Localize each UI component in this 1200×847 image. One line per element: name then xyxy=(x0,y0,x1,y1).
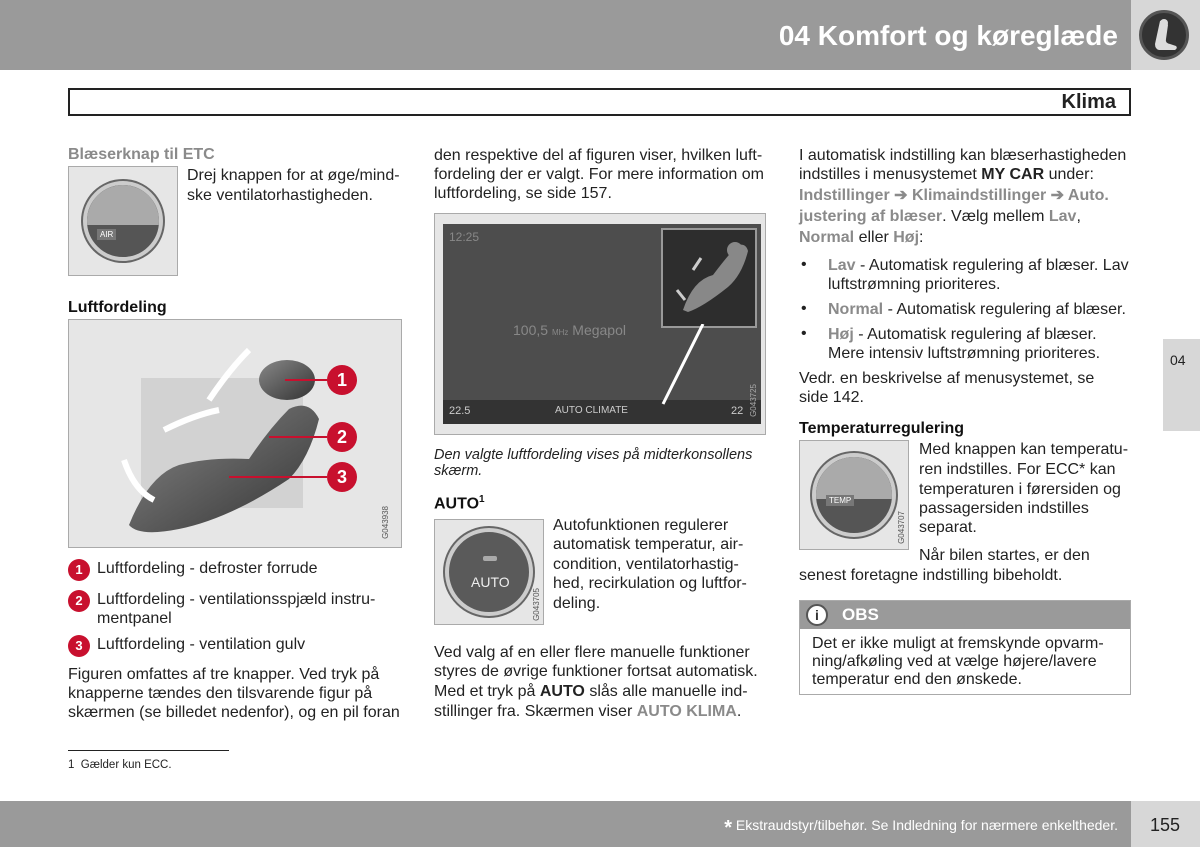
blaeser-text-2: ske ventilatorhastigheden. xyxy=(187,187,373,204)
screen-mode: AUTO CLIMATE xyxy=(555,405,628,416)
bullet-lav-cont: luftstrømning prioriteres. xyxy=(828,276,1001,293)
col3-para-4: justering af blæser. Vælg mellem Lav, xyxy=(799,208,1081,225)
temp-code: G043707 xyxy=(897,511,906,544)
auto-button-image xyxy=(434,519,544,625)
col3-para-5: Normal eller Høj: xyxy=(799,229,924,246)
start-text-2: senest foretagne indstilling bibeholdt. xyxy=(799,567,1063,584)
temp-heading: Temperaturregulering xyxy=(799,420,965,437)
figure-caption-2: skærm. xyxy=(434,463,483,479)
auto-text-5: deling. xyxy=(553,595,601,612)
blaeser-heading: Blæserknap til ETC xyxy=(68,146,215,163)
col2-para2-1: Ved valg af en eller flere manuelle funktioner xyxy=(434,644,750,661)
callout-2: 2 xyxy=(327,422,357,452)
obs-title: OBS xyxy=(842,605,879,624)
col2-para2-4: stillinger fra. Skærmen viser AUTO KLIMA. xyxy=(434,703,742,720)
list-item-2: Luftfordeling - ventilationsspjæld instru- xyxy=(97,591,376,608)
menu-path: Indstillinger ➔ Klimaindstillinger ➔ Auto. xyxy=(799,187,1109,204)
console-screen xyxy=(443,224,761,424)
seat-icon xyxy=(1139,10,1189,60)
auto-indicator-led xyxy=(483,556,497,561)
screen-temp-right: 22 xyxy=(731,405,744,417)
page-number: 155 xyxy=(1150,815,1181,835)
chapter-side-tab-label: 04 xyxy=(1170,352,1186,368)
list-marker-3: 3 xyxy=(68,635,90,657)
col1-para-1: Figuren omfattes af tre knapper. Ved tryk på xyxy=(68,666,380,683)
auto-text-2: automatisk temperatur, air- xyxy=(553,536,744,553)
temp-text-3: temperaturen i førersiden og xyxy=(919,481,1121,498)
auto-button xyxy=(445,528,533,616)
luftfordeling-heading: Luftfordeling xyxy=(68,299,167,316)
temp-knob-image xyxy=(799,440,909,550)
col1-para-3: skærmen (se billedet nedenfor), og en pil foran xyxy=(68,704,400,721)
temp-text-1: Med knappen kan temperatu- xyxy=(919,441,1129,458)
bullet-lav: Lav - Automatisk regulering af blæser. Lav xyxy=(828,257,1129,274)
col3-para-1: I automatisk indstilling kan blæserhastigheden xyxy=(799,147,1127,164)
section-title: Klima xyxy=(1061,91,1116,113)
air-knob-label: AIR xyxy=(97,229,116,240)
list-marker-2: 2 xyxy=(68,590,90,612)
auto-text-4: hed, recirkulation og luftfor- xyxy=(553,575,747,592)
screen-code: G043725 xyxy=(749,384,758,417)
bullet-hoj-cont: Mere intensiv luftstrømning prioriteres. xyxy=(828,345,1101,362)
list-item-1: Luftfordeling - defroster forrude xyxy=(97,560,318,577)
info-icon: i xyxy=(806,604,828,626)
start-text-1: Når bilen startes, er den xyxy=(919,547,1090,564)
figure-code: G043938 xyxy=(381,506,390,539)
air-knob xyxy=(83,181,163,261)
bullet-dot: • xyxy=(801,256,807,273)
col2-para2-3: Med et tryk på AUTO slås alle manuelle ind- xyxy=(434,683,748,700)
screen-time: 12:25 xyxy=(449,230,480,244)
bullet-dot: • xyxy=(801,300,807,317)
screen-radio: 100,5 MHz Megapol xyxy=(513,322,626,338)
col2-para-1: den respektive del af figuren viser, hvilken luft- xyxy=(434,147,763,164)
blaeser-text-1: Drej knappen for at øge/mind- xyxy=(187,167,400,184)
screen-temp-left: 22.5 xyxy=(449,405,471,417)
col3-para2-2: side 142. xyxy=(799,389,864,406)
auto-text-1: Autofunktionen regulerer xyxy=(553,517,729,534)
obs-text-3: temperatur end den ønskede. xyxy=(812,671,1022,688)
section-header-box xyxy=(68,88,1131,116)
list-marker-1: 1 xyxy=(68,559,90,581)
auto-code: G043705 xyxy=(532,588,541,621)
col1-para-2: knapperne tændes den tilsvarende figur på xyxy=(68,685,373,702)
callout-1: 1 xyxy=(327,365,357,395)
col2-para-3: luftfordeling, se side 157. xyxy=(434,185,612,202)
auto-text-3: condition, ventilatorhastig- xyxy=(553,556,739,573)
chapter-title: 04 Komfort og køreglæde xyxy=(778,20,1118,51)
list-item-2-cont: mentpanel xyxy=(97,610,172,627)
air-distribution-figure xyxy=(68,319,402,548)
temp-text-2: ren indstilles. For ECC* kan xyxy=(919,461,1116,478)
footnote: 1 Gælder kun ECC. xyxy=(68,759,172,771)
col3-para-2: indstilles i menusystemet MY CAR under: xyxy=(799,166,1094,183)
callout-3: 3 xyxy=(327,462,357,492)
temp-text-5: separat. xyxy=(919,519,977,536)
center-console-screen-image xyxy=(434,213,766,435)
auto-button-label: AUTO xyxy=(471,574,510,590)
bullet-normal: Normal - Automatisk regulering af blæser. xyxy=(828,301,1126,318)
airflow-seat-icon xyxy=(661,228,757,328)
temp-knob-label: TEMP xyxy=(826,495,854,506)
obs-text-1: Det er ikke muligt at fremskynde opvarm- xyxy=(812,635,1104,652)
temp-knob xyxy=(812,453,896,537)
footnote-divider xyxy=(68,750,229,751)
col2-para2-2: styres de øvrige funktioner fortsat automatisk. xyxy=(434,663,758,680)
list-item-3: Luftfordeling - ventilation gulv xyxy=(97,636,306,653)
footer-note: * Ekstraudstyr/tilbehør. Se Indledning for nærmere enkeltheder. xyxy=(724,817,1118,839)
air-knob-image xyxy=(68,166,178,276)
screen-status-bar xyxy=(443,400,761,424)
bullet-dot: • xyxy=(801,325,807,342)
figure-caption-1: Den valgte luftfordeling vises på midterkonsollens xyxy=(434,447,753,463)
obs-text-2: ning/afkøling ved at vælge højere/lavere xyxy=(812,653,1097,670)
temp-text-4: passagersiden indstilles xyxy=(919,500,1089,517)
bullet-hoj: Høj - Automatisk regulering af blæser. xyxy=(828,326,1097,343)
auto-heading: AUTO$^1$ xyxy=(434,494,485,513)
col2-para-2: fordeling der er valgt. For mere information om xyxy=(434,166,764,183)
col3-para2-1: Vedr. en beskrivelse af menusystemet, se xyxy=(799,370,1095,387)
